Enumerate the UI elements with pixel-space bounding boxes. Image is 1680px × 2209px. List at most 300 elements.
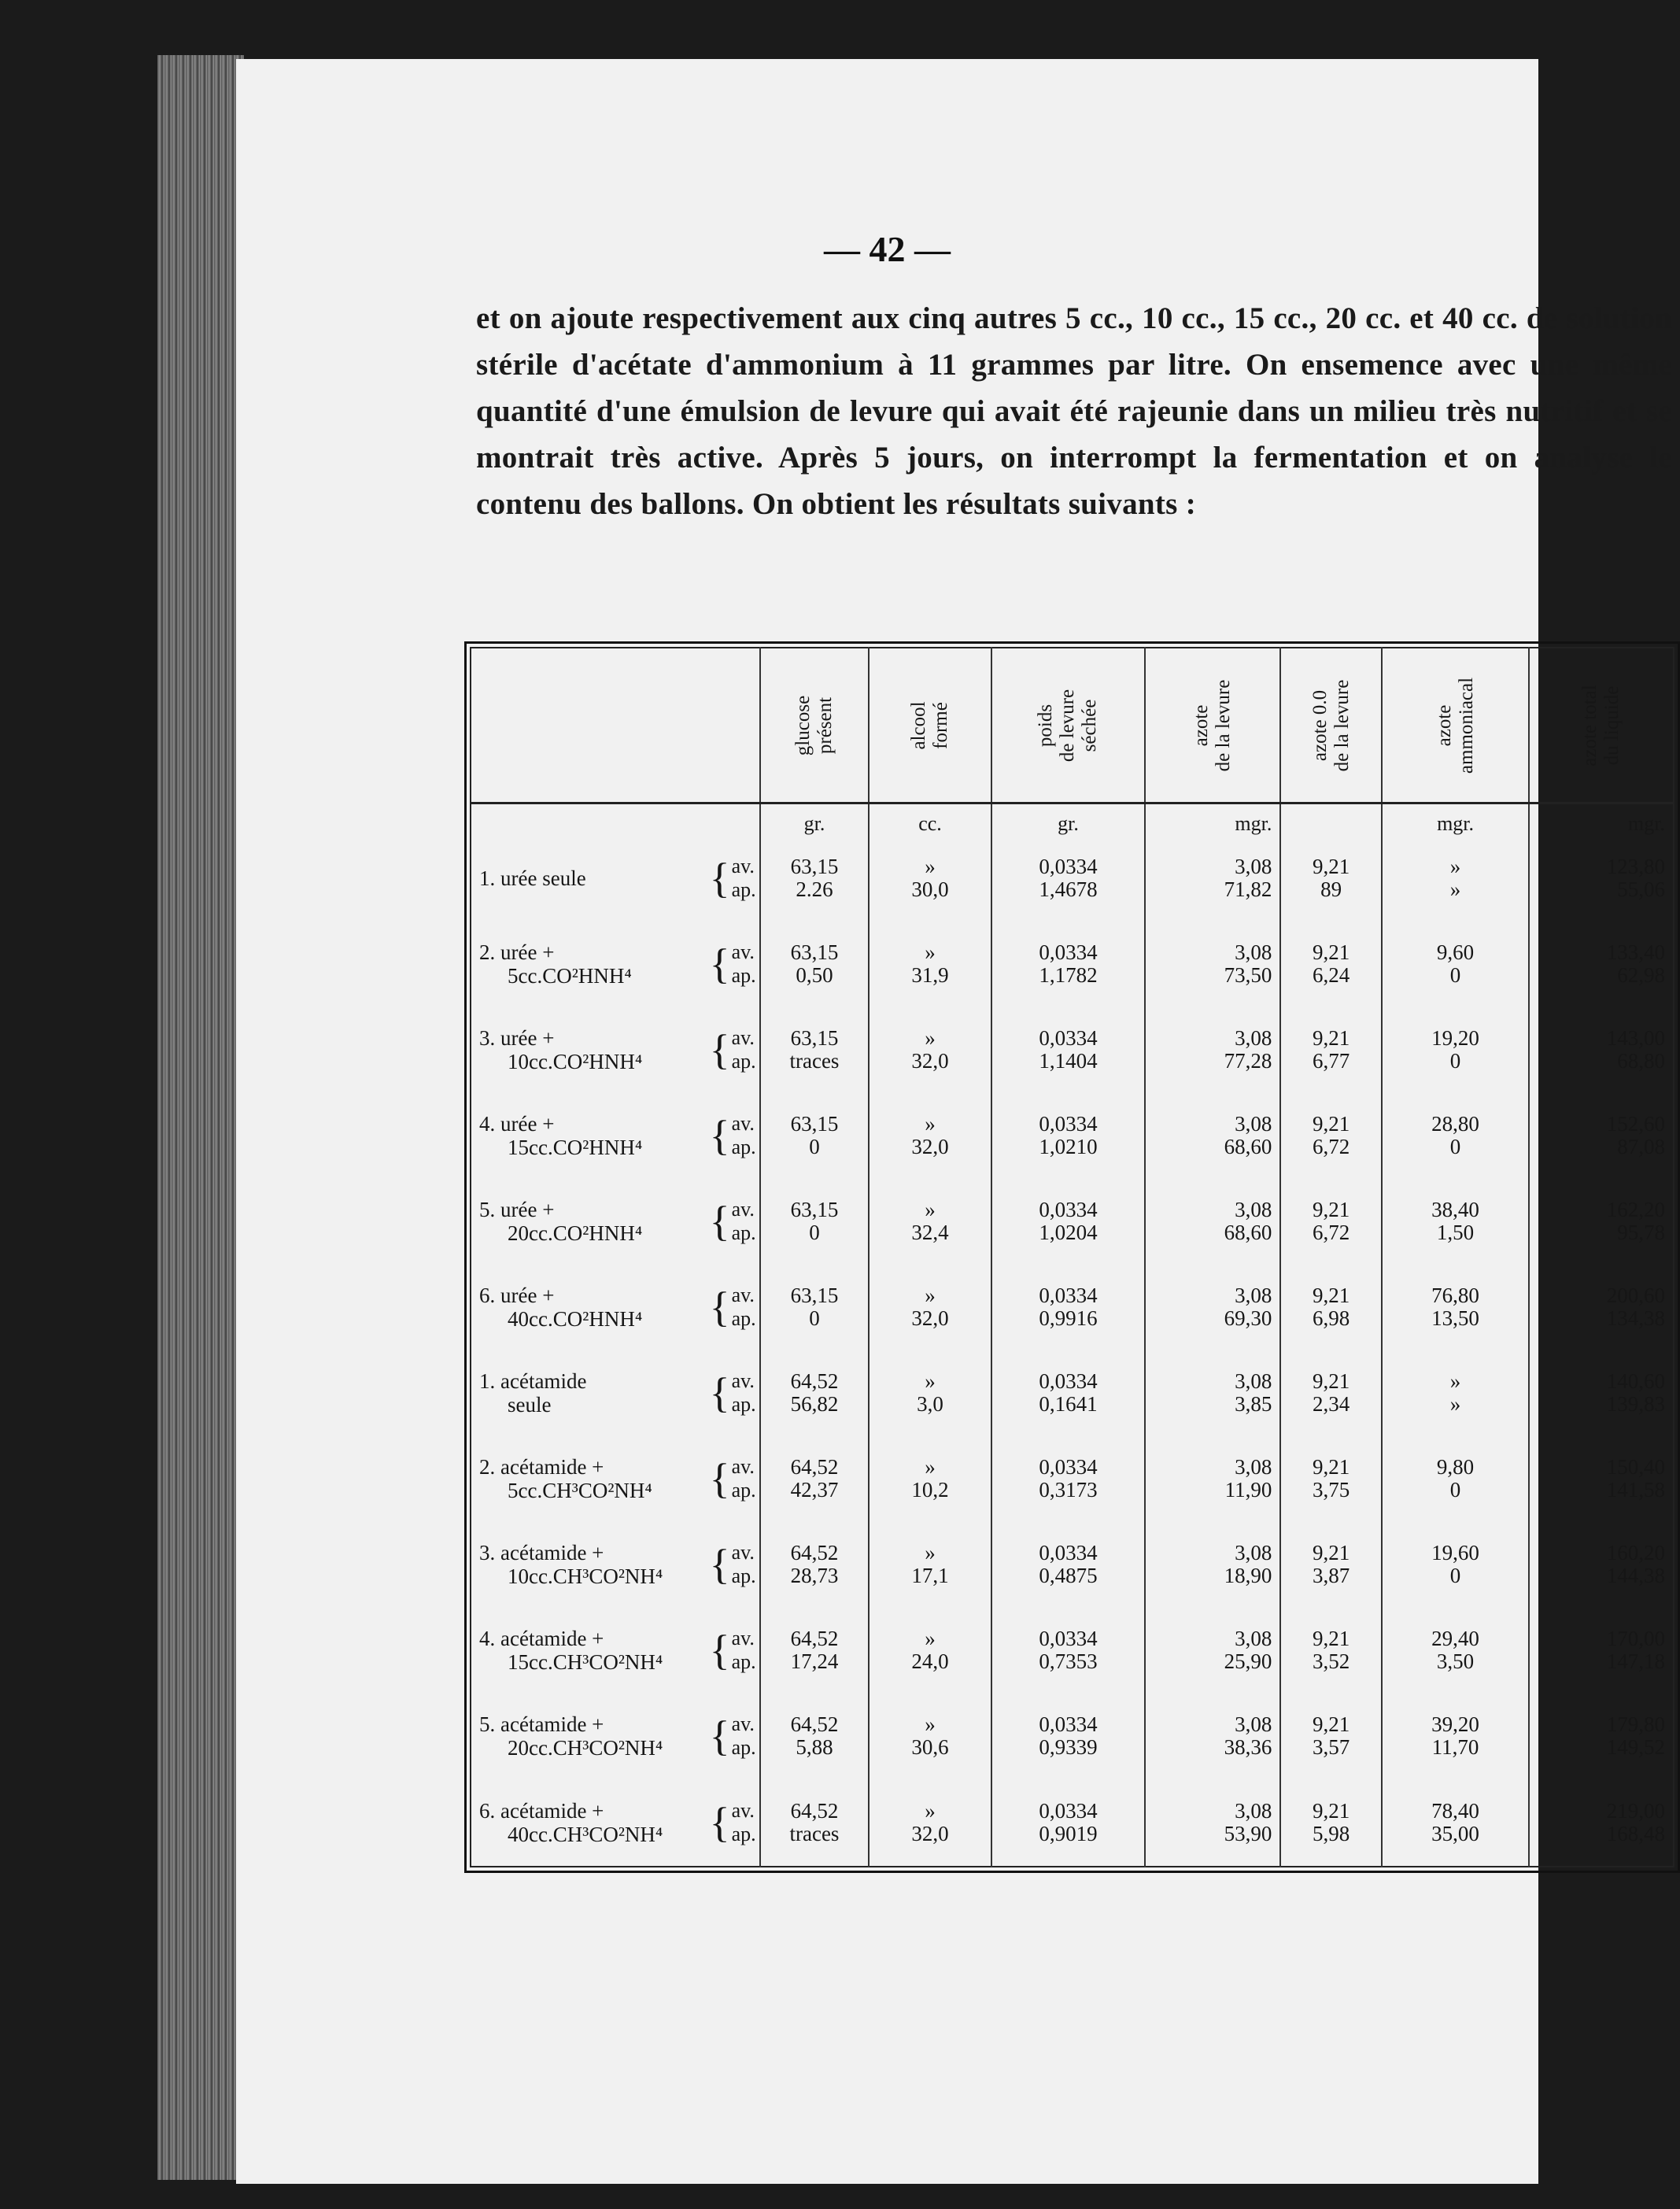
value-ap: 147,18 <box>1606 1649 1665 1674</box>
row-label-text <box>479 866 586 890</box>
row-label-text <box>479 1799 663 1846</box>
av-ap-labels <box>732 1112 756 1159</box>
ap-label: ap. <box>731 1823 756 1846</box>
value-ap: 2,34 <box>1313 1392 1350 1417</box>
value-ap: 0 <box>1449 1048 1461 1073</box>
value-ap: traces <box>789 1048 840 1073</box>
row-label-line2: 5cc.CO²HNH⁴ <box>508 963 632 988</box>
av-label: av. <box>731 1541 755 1564</box>
value-av: » <box>925 940 936 964</box>
header-azote-levure <box>1145 648 1280 803</box>
value-ap: 1,4678 <box>1039 877 1098 901</box>
value-av: 9,21 <box>1313 1455 1350 1479</box>
value-av: 28,80 <box>1431 1111 1479 1136</box>
value-av: 179,80 <box>1606 1712 1665 1737</box>
value-ap: 55,06 <box>1617 877 1665 901</box>
value-av: 0,0334 <box>1039 1541 1098 1565</box>
cell-ammoniacal <box>1382 1178 1529 1264</box>
value-av: 3,08 <box>1235 1369 1272 1394</box>
value-av: 63,15 <box>790 1284 839 1308</box>
row-label-line1: 1. acétamide <box>479 1369 587 1394</box>
book-spine-edge <box>157 55 244 2180</box>
av-ap-labels <box>732 1369 756 1417</box>
header-glucose-text: glucose présent <box>792 695 836 755</box>
book-page <box>236 59 1672 2184</box>
cell-ammoniacal <box>1382 1522 1529 1608</box>
cell-ammoniacal <box>1382 835 1529 921</box>
value-ap: 141,58 <box>1606 1478 1665 1502</box>
value-av: 19,60 <box>1431 1541 1479 1565</box>
header-azote-00-text: azote 0.0 de la levure <box>1309 679 1353 771</box>
value-av: 0,0334 <box>1039 940 1098 964</box>
unit-alcool: cc. <box>869 803 991 836</box>
cell-poids <box>991 835 1146 921</box>
value-av: 64,52 <box>790 1541 839 1565</box>
av-label: av. <box>731 940 755 963</box>
value-av: 9,21 <box>1313 1712 1350 1737</box>
value-ap: 0 <box>809 1134 820 1158</box>
value-ap: 11,90 <box>1224 1478 1272 1502</box>
cell-azote-00 <box>1280 1350 1382 1436</box>
cell-poids <box>991 1264 1146 1350</box>
value-av: 39,20 <box>1431 1712 1479 1737</box>
row-label <box>471 835 760 921</box>
value-ap: 68,60 <box>1224 1134 1272 1158</box>
value-ap: 5,88 <box>796 1735 833 1760</box>
cell-azote-levure <box>1145 1779 1280 1867</box>
value-ap: 10,2 <box>911 1478 949 1502</box>
value-av: 9,21 <box>1313 1799 1350 1823</box>
row-label-text <box>479 1541 663 1588</box>
av-ap-labels <box>732 1284 756 1331</box>
cell-azote-levure <box>1145 1350 1280 1436</box>
value-av: 19,20 <box>1431 1025 1479 1050</box>
value-ap: 31,9 <box>911 962 949 987</box>
row-label-line2: 20cc.CH³CO²NH⁴ <box>508 1736 663 1760</box>
value-ap: 0,3173 <box>1039 1478 1098 1502</box>
value-ap: 32,4 <box>911 1220 949 1244</box>
table-row <box>471 1694 1674 1779</box>
row-label-text <box>479 1627 663 1674</box>
cell-alcool <box>869 1092 991 1178</box>
row-label-text <box>479 1369 586 1417</box>
header-row <box>471 648 1674 803</box>
cell-alcool <box>869 1608 991 1694</box>
cell-azote-00 <box>1280 1436 1382 1522</box>
value-av: 0,0334 <box>1039 854 1098 878</box>
ap-label: ap. <box>731 877 756 901</box>
value-ap: 3,52 <box>1313 1649 1350 1674</box>
cell-alcool <box>869 1350 991 1436</box>
ap-label: ap. <box>731 1221 756 1244</box>
cell-ammoniacal <box>1382 1779 1529 1867</box>
cell-total <box>1529 1178 1674 1264</box>
value-av: 3,08 <box>1235 854 1272 878</box>
value-av: 3,08 <box>1235 1799 1272 1823</box>
value-ap: 1,1782 <box>1039 962 1098 987</box>
value-av: 76,80 <box>1431 1284 1479 1308</box>
table-row <box>471 1436 1674 1522</box>
cell-ammoniacal <box>1382 1694 1529 1779</box>
unit-total: mgr. <box>1529 803 1674 836</box>
header-ammoniacal-text: azote ammoniacal <box>1433 677 1477 774</box>
ap-label: ap. <box>731 1135 756 1158</box>
value-ap: 0 <box>1449 1564 1461 1588</box>
cell-poids <box>991 1178 1146 1264</box>
value-ap: » <box>1449 877 1461 901</box>
value-ap: 18,90 <box>1224 1564 1272 1588</box>
cell-total <box>1529 1522 1674 1608</box>
value-av: 9,21 <box>1313 854 1350 878</box>
value-av: 9,21 <box>1313 1197 1350 1221</box>
ap-label: ap. <box>731 1307 756 1331</box>
value-av: 0,0334 <box>1039 1025 1098 1050</box>
cell-glucose <box>760 1178 870 1264</box>
cell-alcool <box>869 1694 991 1779</box>
av-label: av. <box>731 1627 755 1650</box>
av-ap-labels <box>732 1198 756 1245</box>
value-av: 64,52 <box>790 1799 839 1823</box>
value-av: 133,40 <box>1606 940 1665 964</box>
ap-label: ap. <box>731 1650 756 1674</box>
row-label-text <box>479 1112 642 1159</box>
cell-alcool <box>869 1264 991 1350</box>
value-ap: 0,9019 <box>1039 1822 1098 1846</box>
value-ap: 0 <box>809 1306 820 1331</box>
cell-total <box>1529 1264 1674 1350</box>
value-ap: 87,08 <box>1617 1134 1665 1158</box>
brace-glyph: { <box>709 1111 730 1159</box>
cell-total <box>1529 1350 1674 1436</box>
value-ap: 71,82 <box>1224 877 1272 901</box>
cell-azote-levure <box>1145 1522 1280 1608</box>
cell-ammoniacal <box>1382 1350 1529 1436</box>
value-av: 3,08 <box>1235 1455 1272 1479</box>
value-ap: 68,60 <box>1224 1220 1272 1244</box>
av-ap-labels <box>732 940 756 988</box>
value-ap: 2.26 <box>796 877 833 901</box>
cell-total <box>1529 1608 1674 1694</box>
value-av: 64,52 <box>790 1627 839 1651</box>
unit-azote-00 <box>1280 803 1382 836</box>
value-ap: 17,1 <box>911 1564 949 1588</box>
value-ap: 3,57 <box>1313 1735 1350 1760</box>
av-label: av. <box>731 854 755 877</box>
value-ap: 62,98 <box>1617 962 1665 987</box>
value-av: 38,40 <box>1431 1197 1479 1221</box>
value-av: 9,21 <box>1313 1025 1350 1050</box>
brace-glyph: { <box>709 1541 730 1589</box>
cell-total <box>1529 1436 1674 1522</box>
brace-glyph: { <box>709 1712 730 1760</box>
row-label-text <box>479 1198 642 1245</box>
value-ap: 0,4875 <box>1039 1564 1098 1588</box>
value-av: 140,60 <box>1606 1369 1665 1394</box>
cell-ammoniacal <box>1382 921 1529 1007</box>
value-av: 0,0334 <box>1039 1455 1098 1479</box>
cell-azote-00 <box>1280 1007 1382 1092</box>
value-ap: 56,82 <box>790 1392 839 1417</box>
av-ap-labels <box>732 1712 756 1760</box>
header-glucose <box>760 648 870 803</box>
value-ap: 35,00 <box>1431 1822 1479 1846</box>
row-label-line2: 40cc.CH³CO²NH⁴ <box>508 1823 663 1847</box>
value-av: 3,08 <box>1235 1627 1272 1651</box>
row-label <box>471 1007 760 1092</box>
value-av: 63,15 <box>790 940 839 964</box>
value-ap: 5,98 <box>1313 1822 1350 1846</box>
cell-ammoniacal <box>1382 1092 1529 1178</box>
cell-total <box>1529 835 1674 921</box>
value-av: 9,21 <box>1313 1627 1350 1651</box>
row-label <box>471 1694 760 1779</box>
row-label <box>471 1264 760 1350</box>
table-row <box>471 1779 1674 1867</box>
value-av: » <box>925 1541 936 1565</box>
table-body <box>471 803 1674 1867</box>
cell-azote-levure <box>1145 1436 1280 1522</box>
cell-poids <box>991 1779 1146 1867</box>
row-label-line2: 15cc.CH³CO²NH⁴ <box>508 1650 663 1675</box>
table-row <box>471 921 1674 1007</box>
row-label-line2: 10cc.CO²HNH⁴ <box>508 1049 643 1073</box>
cell-total <box>1529 1092 1674 1178</box>
cell-total <box>1529 921 1674 1007</box>
av-label: av. <box>731 1025 755 1049</box>
header-row-label <box>471 648 760 803</box>
header-total-text: azote total du liquide <box>1579 684 1623 767</box>
value-av: » <box>1449 1369 1461 1394</box>
row-label-line1: 5. acétamide + <box>479 1712 604 1737</box>
value-ap: 53,90 <box>1224 1822 1272 1846</box>
table-row <box>471 1350 1674 1436</box>
value-ap: 30,0 <box>911 877 949 901</box>
cell-glucose <box>760 1694 870 1779</box>
value-av: » <box>925 1284 936 1308</box>
value-ap: 1,50 <box>1436 1220 1475 1244</box>
value-ap: 144,38 <box>1606 1564 1665 1588</box>
cell-poids <box>991 1694 1146 1779</box>
cell-glucose <box>760 921 870 1007</box>
value-ap: 32,0 <box>911 1134 949 1158</box>
cell-ammoniacal <box>1382 1436 1529 1522</box>
units-row <box>471 803 1674 836</box>
value-av: 9,21 <box>1313 1369 1350 1394</box>
value-ap: 149,52 <box>1606 1735 1665 1760</box>
value-ap: 13,50 <box>1431 1306 1479 1331</box>
brace-glyph: { <box>709 940 730 988</box>
value-av: » <box>925 1627 936 1651</box>
cell-glucose <box>760 1608 870 1694</box>
value-ap: 6,72 <box>1313 1134 1350 1158</box>
value-av: » <box>925 1111 936 1136</box>
table-row <box>471 1522 1674 1608</box>
value-av: » <box>925 1369 936 1394</box>
value-ap: 95,78 <box>1617 1220 1665 1244</box>
value-av: 162,20 <box>1606 1197 1665 1221</box>
av-ap-labels <box>732 1455 756 1502</box>
cell-ammoniacal <box>1382 1007 1529 1092</box>
value-av: 9,21 <box>1313 1541 1350 1565</box>
value-ap: 30,6 <box>911 1735 949 1760</box>
value-ap: 1,0204 <box>1039 1220 1098 1244</box>
cell-glucose <box>760 1436 870 1522</box>
row-label <box>471 1092 760 1178</box>
value-av: 3,08 <box>1235 1111 1272 1136</box>
av-label: av. <box>731 1799 755 1823</box>
value-av: 160,20 <box>1606 1541 1665 1565</box>
value-av: 200,60 <box>1606 1284 1665 1308</box>
row-label-line1: 5. urée + <box>479 1197 555 1221</box>
value-av: 150,40 <box>1606 1455 1665 1479</box>
cell-azote-00 <box>1280 1694 1382 1779</box>
value-av: 3,08 <box>1235 1025 1272 1050</box>
cell-azote-00 <box>1280 1178 1382 1264</box>
value-ap: 6,24 <box>1313 962 1350 987</box>
ap-label: ap. <box>731 963 756 987</box>
cell-poids <box>991 1608 1146 1694</box>
value-av: » <box>925 1197 936 1221</box>
value-av: 78,40 <box>1431 1799 1479 1823</box>
value-av: 143,00 <box>1606 1025 1665 1050</box>
table-row <box>471 835 1674 921</box>
cell-glucose <box>760 1350 870 1436</box>
cell-total <box>1529 1694 1674 1779</box>
cell-azote-levure <box>1145 1694 1280 1779</box>
value-av: 170,00 <box>1606 1627 1665 1651</box>
row-label-line2: 10cc.CH³CO²NH⁴ <box>508 1564 663 1589</box>
av-ap-labels <box>732 855 756 902</box>
header-azote-00 <box>1280 648 1382 803</box>
value-ap: 6,72 <box>1313 1220 1350 1244</box>
brace-glyph: { <box>709 1284 730 1332</box>
value-av: » <box>925 854 936 878</box>
av-ap-labels <box>732 1799 756 1846</box>
row-label-line2: 5cc.CH³CO²NH⁴ <box>508 1479 652 1503</box>
cell-azote-00 <box>1280 1092 1382 1178</box>
cell-alcool <box>869 1007 991 1092</box>
table-row <box>471 1178 1674 1264</box>
cell-glucose <box>760 835 870 921</box>
value-av: 63,15 <box>790 1025 839 1050</box>
value-av: » <box>1449 854 1461 878</box>
value-ap: 0 <box>1449 1478 1461 1502</box>
value-ap: 3,0 <box>917 1392 943 1417</box>
row-label-line2: 20cc.CO²HNH⁴ <box>508 1221 643 1245</box>
value-ap: 6,77 <box>1313 1048 1350 1073</box>
body-paragraph: et on ajoute respectivement aux cinq autres 5 cc., 10 cc., 15 cc., 20 cc. et 40 cc. de solution stérile d'acétate d'ammonium à 11 grammes par litre. On ensemence avec une même quantité d'une émulsion de levure qui avait été rajeunie dans un milieu très nutritif et se montrait très active. Après 5 jours, on interrompt la fermentation et on analyse le contenu des ballons. On obtient les résultats suivants : <box>476 301 1672 521</box>
cell-azote-00 <box>1280 1264 1382 1350</box>
cell-alcool <box>869 835 991 921</box>
av-ap-labels <box>732 1026 756 1073</box>
cell-poids <box>991 1522 1146 1608</box>
value-av: » <box>925 1455 936 1479</box>
value-av: » <box>925 1025 936 1050</box>
cell-azote-levure <box>1145 1092 1280 1178</box>
cell-azote-levure <box>1145 1608 1280 1694</box>
value-ap: 11,70 <box>1431 1735 1479 1760</box>
value-av: 0,0334 <box>1039 1197 1098 1221</box>
value-ap: 0 <box>1449 1134 1461 1158</box>
header-alcool <box>869 648 991 803</box>
av-ap-labels <box>732 1627 756 1674</box>
value-ap: 0,7353 <box>1039 1649 1098 1674</box>
value-ap: 3,75 <box>1313 1478 1350 1502</box>
cell-azote-levure <box>1145 921 1280 1007</box>
row-label <box>471 1522 760 1608</box>
unit-azote-levure: mgr. <box>1145 803 1280 836</box>
cell-poids <box>991 1350 1146 1436</box>
cell-azote-00 <box>1280 1779 1382 1867</box>
value-av: 0,0334 <box>1039 1284 1098 1308</box>
value-ap: 32,0 <box>911 1306 949 1331</box>
value-ap: 0,9339 <box>1039 1735 1098 1760</box>
value-ap: 77,28 <box>1224 1048 1272 1073</box>
row-label <box>471 1178 760 1264</box>
row-label-line2: 40cc.CO²HNH⁴ <box>508 1307 643 1332</box>
value-av: 0,0334 <box>1039 1369 1098 1394</box>
cell-poids <box>991 921 1146 1007</box>
unit-poids: gr. <box>991 803 1146 836</box>
row-label <box>471 1350 760 1436</box>
value-av: 9,60 <box>1436 940 1475 964</box>
value-ap: 134,38 <box>1606 1306 1665 1331</box>
cell-total <box>1529 1779 1674 1867</box>
row-label-line1: 4. acétamide + <box>479 1627 604 1651</box>
value-ap: 168,48 <box>1606 1822 1665 1846</box>
value-ap: 3,85 <box>1235 1392 1272 1417</box>
cell-alcool <box>869 1779 991 1867</box>
value-ap: 139,83 <box>1606 1392 1665 1417</box>
brace-glyph: { <box>709 854 730 902</box>
row-label-text <box>479 1026 642 1073</box>
brace-glyph: { <box>709 1455 730 1503</box>
av-label: av. <box>731 1284 755 1307</box>
value-ap: 0 <box>1449 962 1461 987</box>
av-label: av. <box>731 1197 755 1221</box>
value-av: 3,08 <box>1235 1712 1272 1737</box>
value-av: 3,08 <box>1235 1284 1272 1308</box>
cell-alcool <box>869 1436 991 1522</box>
unit-glucose: gr. <box>760 803 870 836</box>
value-av: 63,15 <box>790 854 839 878</box>
cell-glucose <box>760 1779 870 1867</box>
value-av: » <box>925 1712 936 1737</box>
cell-azote-00 <box>1280 921 1382 1007</box>
cell-glucose <box>760 1092 870 1178</box>
cell-glucose <box>760 1522 870 1608</box>
value-ap: 28,73 <box>790 1564 839 1588</box>
value-av: 9,80 <box>1436 1455 1475 1479</box>
cell-glucose <box>760 1264 870 1350</box>
cell-azote-levure <box>1145 835 1280 921</box>
brace-glyph: { <box>709 1197 730 1245</box>
row-label-line1: 6. acétamide + <box>479 1799 604 1823</box>
cell-alcool <box>869 921 991 1007</box>
value-av: 152,60 <box>1606 1111 1665 1136</box>
value-av: 9,21 <box>1313 940 1350 964</box>
value-av: 0,0334 <box>1039 1712 1098 1737</box>
av-ap-labels <box>732 1541 756 1588</box>
value-ap: 0,1641 <box>1039 1392 1098 1417</box>
av-label: av. <box>731 1712 755 1736</box>
value-ap: 1,1404 <box>1039 1048 1098 1073</box>
row-label-line1: 4. urée + <box>479 1111 555 1136</box>
table-row <box>471 1092 1674 1178</box>
value-ap: 89 <box>1320 877 1342 901</box>
value-av: 64,52 <box>790 1455 839 1479</box>
brace-glyph: { <box>709 1627 730 1675</box>
